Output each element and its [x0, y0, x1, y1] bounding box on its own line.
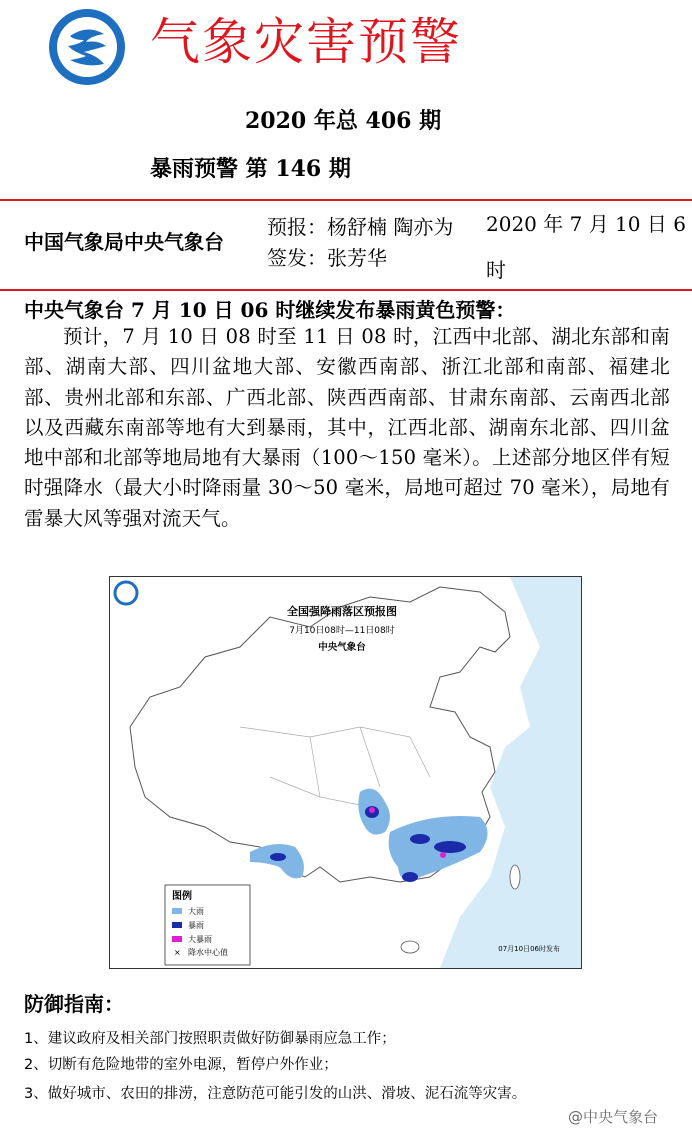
rainstorm-issue-number: 暴雨预警 第 146 期: [150, 156, 351, 182]
watermark: @中央气象台: [568, 1108, 659, 1126]
rainfall-forecast-map: [109, 576, 582, 969]
legend-title: 图例: [172, 891, 192, 902]
legend-label: 暴雨: [188, 921, 204, 930]
legend-label: 大暴雨: [188, 935, 212, 944]
organization-name: 中国气象局中央气象台: [24, 230, 224, 254]
rainstorm-zone: [410, 834, 430, 844]
rainstorm-zone: [402, 872, 418, 882]
rainstorm-zone: [270, 853, 286, 861]
guide-title: 防御指南：: [24, 992, 124, 1016]
forecaster-names: 预报：杨舒楠 陶亦为: [267, 215, 454, 239]
guide-item: 2、切断有危险地带的室外电源，暂停户外作业；: [24, 1057, 338, 1073]
map-logo-icon: [115, 582, 137, 604]
legend-label: 大雨: [188, 907, 204, 916]
issue-total-number: 2020 年总 406 期: [245, 108, 442, 134]
bulletin-lead: 中央气象台 7 月 10 日 06 时继续发布暴雨黄色预警：: [24, 298, 516, 322]
guide-item: 1、建议政府及相关部门按照职责做好防御暴雨应急工作；: [24, 1031, 396, 1047]
guide-item: 3、做好城市、农田的排涝，注意防范可能引发的山洪、滑坡、泥石流等灾害。: [24, 1086, 527, 1102]
map-agency: 中央气象台: [318, 642, 366, 653]
page-title: 气象灾害预警: [150, 13, 462, 71]
map-title: 全国强降雨落区预报图: [287, 605, 397, 618]
bulletin-body: 预计，7 月 10 日 08 时至 11 日 08 时，江西中北部、湖北东部和南部、湖南大部、四川盆地大部、安徽西南部、浙江北部和南部、福建北部、贵州北部和东部、广西北部、陕西西南部、甘肃东南部、云南西北部以及西藏东南部等地有大到暴雨，其中，江西北部、湖南东北部、四川盆地中部和北部等地局地有大暴雨（100～150 毫米）。上述部分地区伴有短时强降水（最大小时降雨量 30～50 毫米，局地可超过 70 毫米），局地有雷暴大风等强对流天气。: [24, 325, 670, 530]
extreme-rainstorm-zone: [369, 807, 375, 813]
divider-middle: [0, 289, 692, 291]
legend-label: 降水中心值: [188, 948, 228, 957]
issuer-name: 签发：张芳华: [267, 246, 387, 270]
rainstorm-zone: [434, 841, 466, 853]
svg-text:×: ×: [174, 948, 181, 957]
map-period: 7月10日08时—11日08时: [289, 626, 395, 636]
map-issued-time: 07月10日06时发布: [498, 945, 560, 953]
cma-logo-icon: [46, 6, 128, 88]
issue-date: 2020 年 7 月 10 日 6 时: [486, 212, 686, 282]
extreme-rainstorm-zone: [440, 852, 446, 858]
